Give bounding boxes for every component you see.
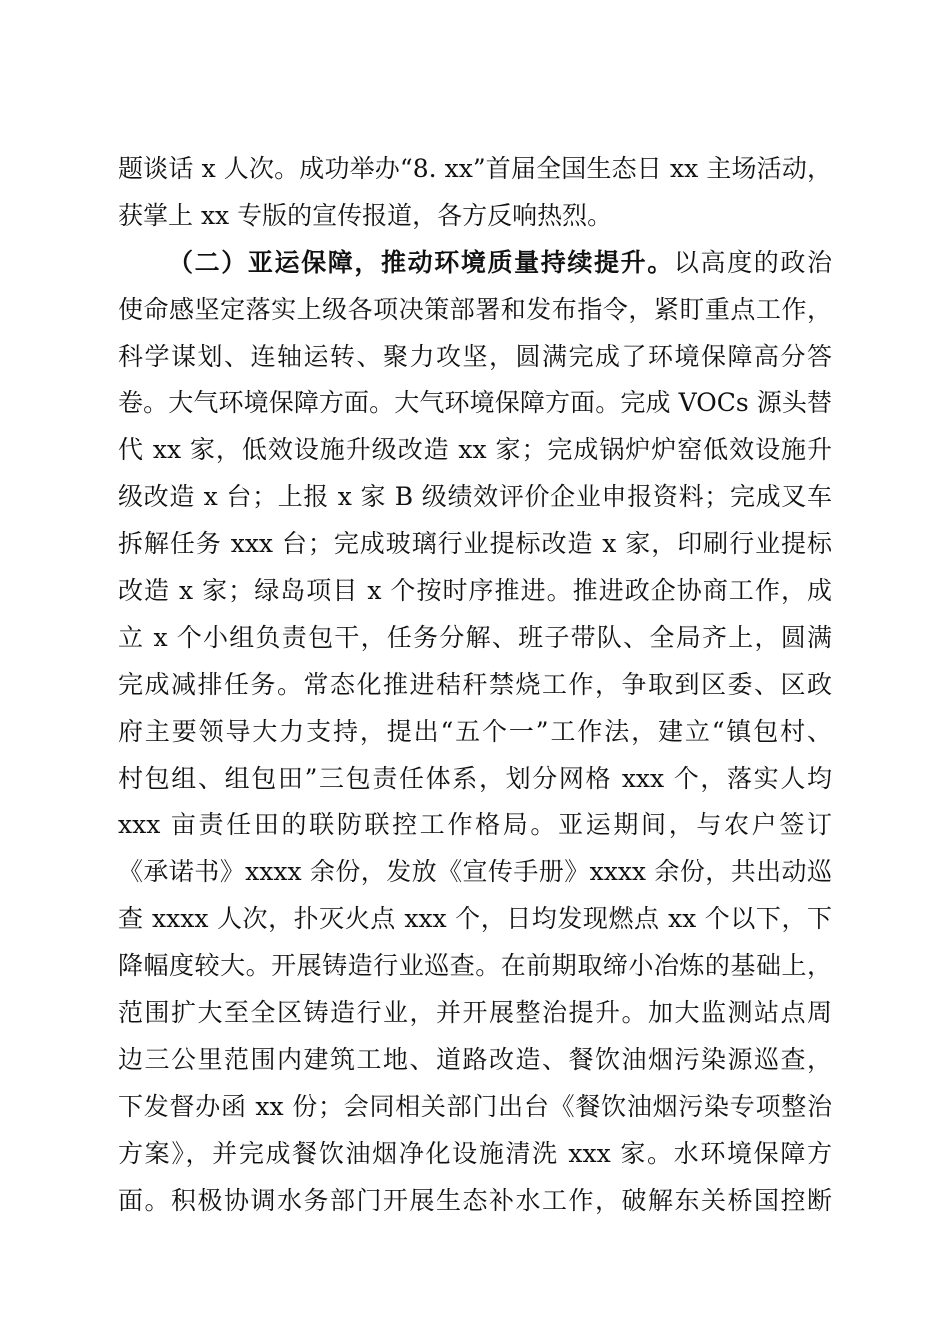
text-line-14: 村包组、组包田”三包责任体系，划分网格 xxx 个，落实人均 [118, 763, 832, 793]
section-heading-continuation: 以高度的政治 [673, 247, 832, 277]
section-heading-line [118, 240, 832, 287]
text-line-8: 级改造 x 台；上报 x 家 B 级绩效评价企业申报资料；完成叉车 [118, 482, 832, 512]
text-line-16: 《承诺书》xxxx 余份，发放《宣传手册》xxxx 余份，共出动巡 [118, 857, 832, 887]
text-line-21: 下发督办函 xx 份；会同相关部门出台《餐饮油烟污染专项整治 [118, 1091, 832, 1121]
text-line-1: 题谈话 x 人次。成功举办“8. xx”首届全国生态日 xx 主场活动， [118, 154, 832, 183]
text-line-4: 使命感坚定落实上级各项决策部署和发布指令，紧盯重点工作， [118, 294, 832, 324]
text-line-17: 查 xxxx 人次，扑灭火点 xxx 个，日均发现燃点 xx 个以下，下 [118, 904, 832, 934]
section-heading: （二）亚运保障，推动环境质量持续提升。 [168, 247, 674, 277]
text-line-20: 边三公里范围内建筑工地、道路改造、餐饮油烟污染源巡查， [118, 1044, 832, 1074]
text-line-12: 完成减排任务。常态化推进秸秆禁烧工作，争取到区委、区政 [118, 669, 832, 699]
text-line-10: 改造 x 家；绿岛项目 x 个按时序推进。推进政企协商工作，成 [118, 576, 832, 606]
text-line-6: 卷。大气环境保障方面。大气环境保障方面。完成 VOCs 源头替 [118, 388, 832, 418]
text-line-7: 代 xx 家，低效设施升级改造 xx 家；完成锅炉炉窑低效设施升 [118, 435, 832, 465]
text-line-22: 方案》，并完成餐饮油烟净化设施清洗 xxx 家。水环境保障方 [118, 1138, 832, 1168]
text-line-2: 获掌上 xx 专版的宣传报道，各方反响热烈。 [118, 200, 613, 230]
text-line-5: 科学谋划、连轴运转、聚力攻坚，圆满完成了环境保障高分答 [118, 341, 832, 371]
text-line-19: 范围扩大至全区铸造行业，并开展整治提升。加大监测站点周 [118, 998, 832, 1028]
text-line-23: 面。积极协调水务部门开展生态补水工作，破解东关桥国控断 [118, 1185, 832, 1215]
text-line-11: 立 x 个小组负责包干，任务分解、班子带队、全局齐上，圆满 [118, 622, 832, 652]
body-text [118, 146, 832, 1224]
text-line-13: 府主要领导大力支持，提出“五个一”工作法，建立“镇包村、 [118, 716, 832, 746]
text-line-9: 拆解任务 xxx 台；完成玻璃行业提标改造 x 家，印刷行业提标 [118, 529, 832, 559]
text-line-18: 降幅度较大。开展铸造行业巡查。在前期取缔小冶炼的基础上， [118, 951, 832, 981]
text-line-15: xxx 亩责任田的联防联控工作格局。亚运期间，与农户签订 [118, 810, 832, 840]
